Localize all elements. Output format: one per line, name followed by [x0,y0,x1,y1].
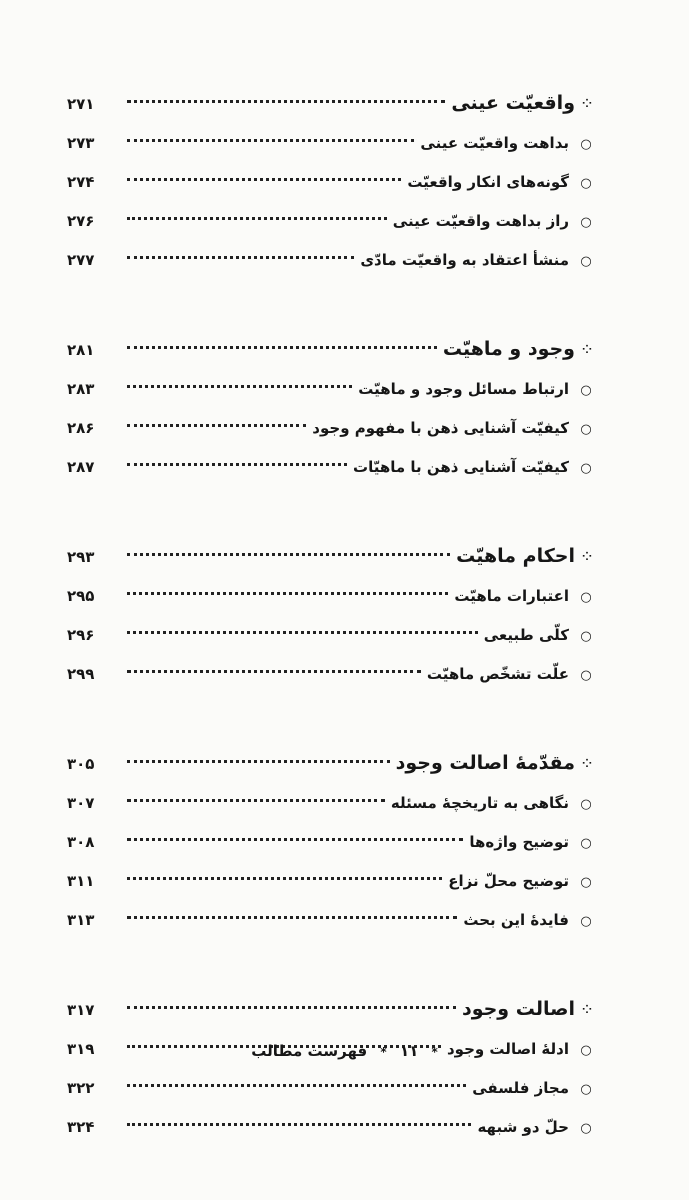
dot-leader [127,100,445,103]
toc-entry[interactable] [67,124,597,163]
dot-leader [127,346,437,349]
entry-title: فایدهٔ این بحث [463,911,569,929]
section-title: احکام ماهیّت [456,545,575,567]
item-bullet-icon: ○ [580,914,592,929]
toc-section-heading[interactable] [67,82,597,124]
item-bullet-icon: ○ [580,1043,592,1058]
entry-title: مجاز فلسفی [472,1079,569,1097]
dot-leader [127,592,448,595]
dot-leader [127,217,387,220]
entry-title: کیفیّت آشنایی ذهن با مفهوم وجود [312,419,569,437]
item-bullet-icon: ○ [580,383,592,398]
entry-title: علّت تشخّص ماهیّت [426,665,569,683]
toc-entry[interactable] [67,202,597,241]
item-bullet-icon: ○ [580,629,592,644]
item-bullet-icon: ○ [580,422,592,437]
toc-section-heading[interactable] [67,328,597,370]
dot-leader [127,463,347,466]
page-number: ۳۱۱ [67,872,95,890]
page-number: ۲۸۱ [67,341,95,359]
item-bullet-icon: ○ [580,1082,592,1097]
footer-running-title: فهرست مطالب [251,1042,368,1060]
page-number: ۲۸۷ [67,458,95,476]
dot-leader [127,670,421,673]
page-number: ۳۱۳ [67,911,95,929]
toc-entry[interactable] [67,163,597,202]
page-number: ۲۷۷ [67,251,95,269]
item-bullet-icon: ○ [580,590,592,605]
item-bullet-icon: ○ [580,875,592,890]
page-number: ۳۲۲ [67,1079,95,1097]
entry-title: کیفیّت آشنایی ذهن با ماهیّات [353,458,569,476]
toc-entry[interactable] [67,577,597,616]
toc-entry[interactable] [67,616,597,655]
dot-leader [127,178,401,181]
entry-title: توضیح محلّ نزاع [448,872,569,890]
dot-leader [127,1006,456,1009]
toc-entry[interactable] [67,448,597,487]
section-title: وجود و ماهیّت [442,338,575,360]
entry-title: راز بداهت واقعیّت عینی [392,212,569,230]
entry-title: نگاهی به تاریخچهٔ مسئله [390,794,569,812]
toc-entry[interactable] [67,1069,597,1108]
footer-page-number: ۱۱ [399,1042,419,1060]
dot-leader [127,760,390,763]
table-of-contents [67,82,597,1195]
page-number: ۲۹۳ [67,548,95,566]
page-number: ۲۷۱ [67,95,95,113]
dot-leader [127,838,463,841]
section-bullet-icon: ⁘ [579,754,593,774]
toc-section [67,988,597,1147]
toc-entry[interactable] [67,784,597,823]
toc-section-heading[interactable] [67,535,597,577]
item-bullet-icon: ○ [580,1121,592,1136]
toc-entry[interactable] [67,901,597,940]
page-number: ۳۰۵ [67,755,95,773]
page-number: ۲۷۴ [67,173,95,191]
footer-separator: * [380,1045,387,1059]
page-number: ۲۷۶ [67,212,95,230]
page-number: ۳۲۴ [67,1118,95,1136]
dot-leader [127,424,306,427]
item-bullet-icon: ○ [580,461,592,476]
entry-title: کلّی طبیعی [483,626,569,644]
dot-leader [127,799,385,802]
toc-entry[interactable] [67,823,597,862]
page-number: ۲۹۵ [67,587,95,605]
entry-title: توضیح واژه‌ها [469,833,569,851]
toc-entry[interactable] [67,241,597,280]
section-bullet-icon: ⁘ [579,340,593,360]
toc-entry[interactable] [67,655,597,694]
section-title: اصالت وجود [461,998,575,1020]
footer-separator: * [431,1045,438,1059]
section-bullet-icon: ⁘ [579,94,593,114]
dot-leader [127,631,478,634]
toc-section-heading[interactable] [67,742,597,784]
toc-entry[interactable] [67,1108,597,1147]
toc-entry[interactable] [67,370,597,409]
dot-leader [127,916,457,919]
page-number: ۲۹۶ [67,626,95,644]
toc-entry[interactable] [67,862,597,901]
entry-title: ادلهٔ اصالت وجود [446,1040,569,1058]
toc-section [67,328,597,487]
toc-section-heading[interactable] [67,988,597,1030]
entry-title: اعتبارات ماهیّت [454,587,569,605]
section-bullet-icon: ⁘ [579,1000,593,1020]
page-number: ۲۸۳ [67,380,95,398]
section-bullet-icon: ⁘ [579,547,593,567]
entry-title: ارتباط مسائل وجود و ماهیّت [358,380,569,398]
item-bullet-icon: ○ [580,137,592,152]
entry-title: حلّ دو شبهه [477,1118,569,1136]
dot-leader [127,877,442,880]
toc-section [67,82,597,280]
toc-section [67,742,597,940]
entry-title: منشأ اعتقاد به واقعیّت مادّی [360,251,569,269]
page-footer [0,1042,689,1060]
item-bullet-icon: ○ [580,668,592,683]
page-number: ۲۷۳ [67,134,95,152]
section-title: واقعیّت عینی [451,92,575,114]
toc-entry[interactable] [67,409,597,448]
page-number: ۳۱۷ [67,1001,95,1019]
dot-leader [127,256,354,259]
dot-leader [127,1084,466,1087]
item-bullet-icon: ○ [580,215,592,230]
toc-section [67,535,597,694]
item-bullet-icon: ○ [580,176,592,191]
item-bullet-icon: ○ [580,797,592,812]
item-bullet-icon: ○ [580,254,592,269]
dot-leader [127,139,414,142]
dot-leader [127,385,352,388]
entry-title: گونه‌های انکار واقعیّت [407,173,569,191]
item-bullet-icon: ○ [580,836,592,851]
section-title: مقدّمهٔ اصالت وجود [395,752,575,774]
dot-leader [127,553,450,556]
entry-title: بداهت واقعیّت عینی [420,134,569,152]
page-number: ۲۹۹ [67,665,95,683]
page-number: ۳۰۸ [67,833,95,851]
page-number: ۲۸۶ [67,419,95,437]
page-number: ۳۰۷ [67,794,95,812]
page-number: ۳۱۹ [67,1040,95,1058]
dot-leader [127,1123,471,1126]
